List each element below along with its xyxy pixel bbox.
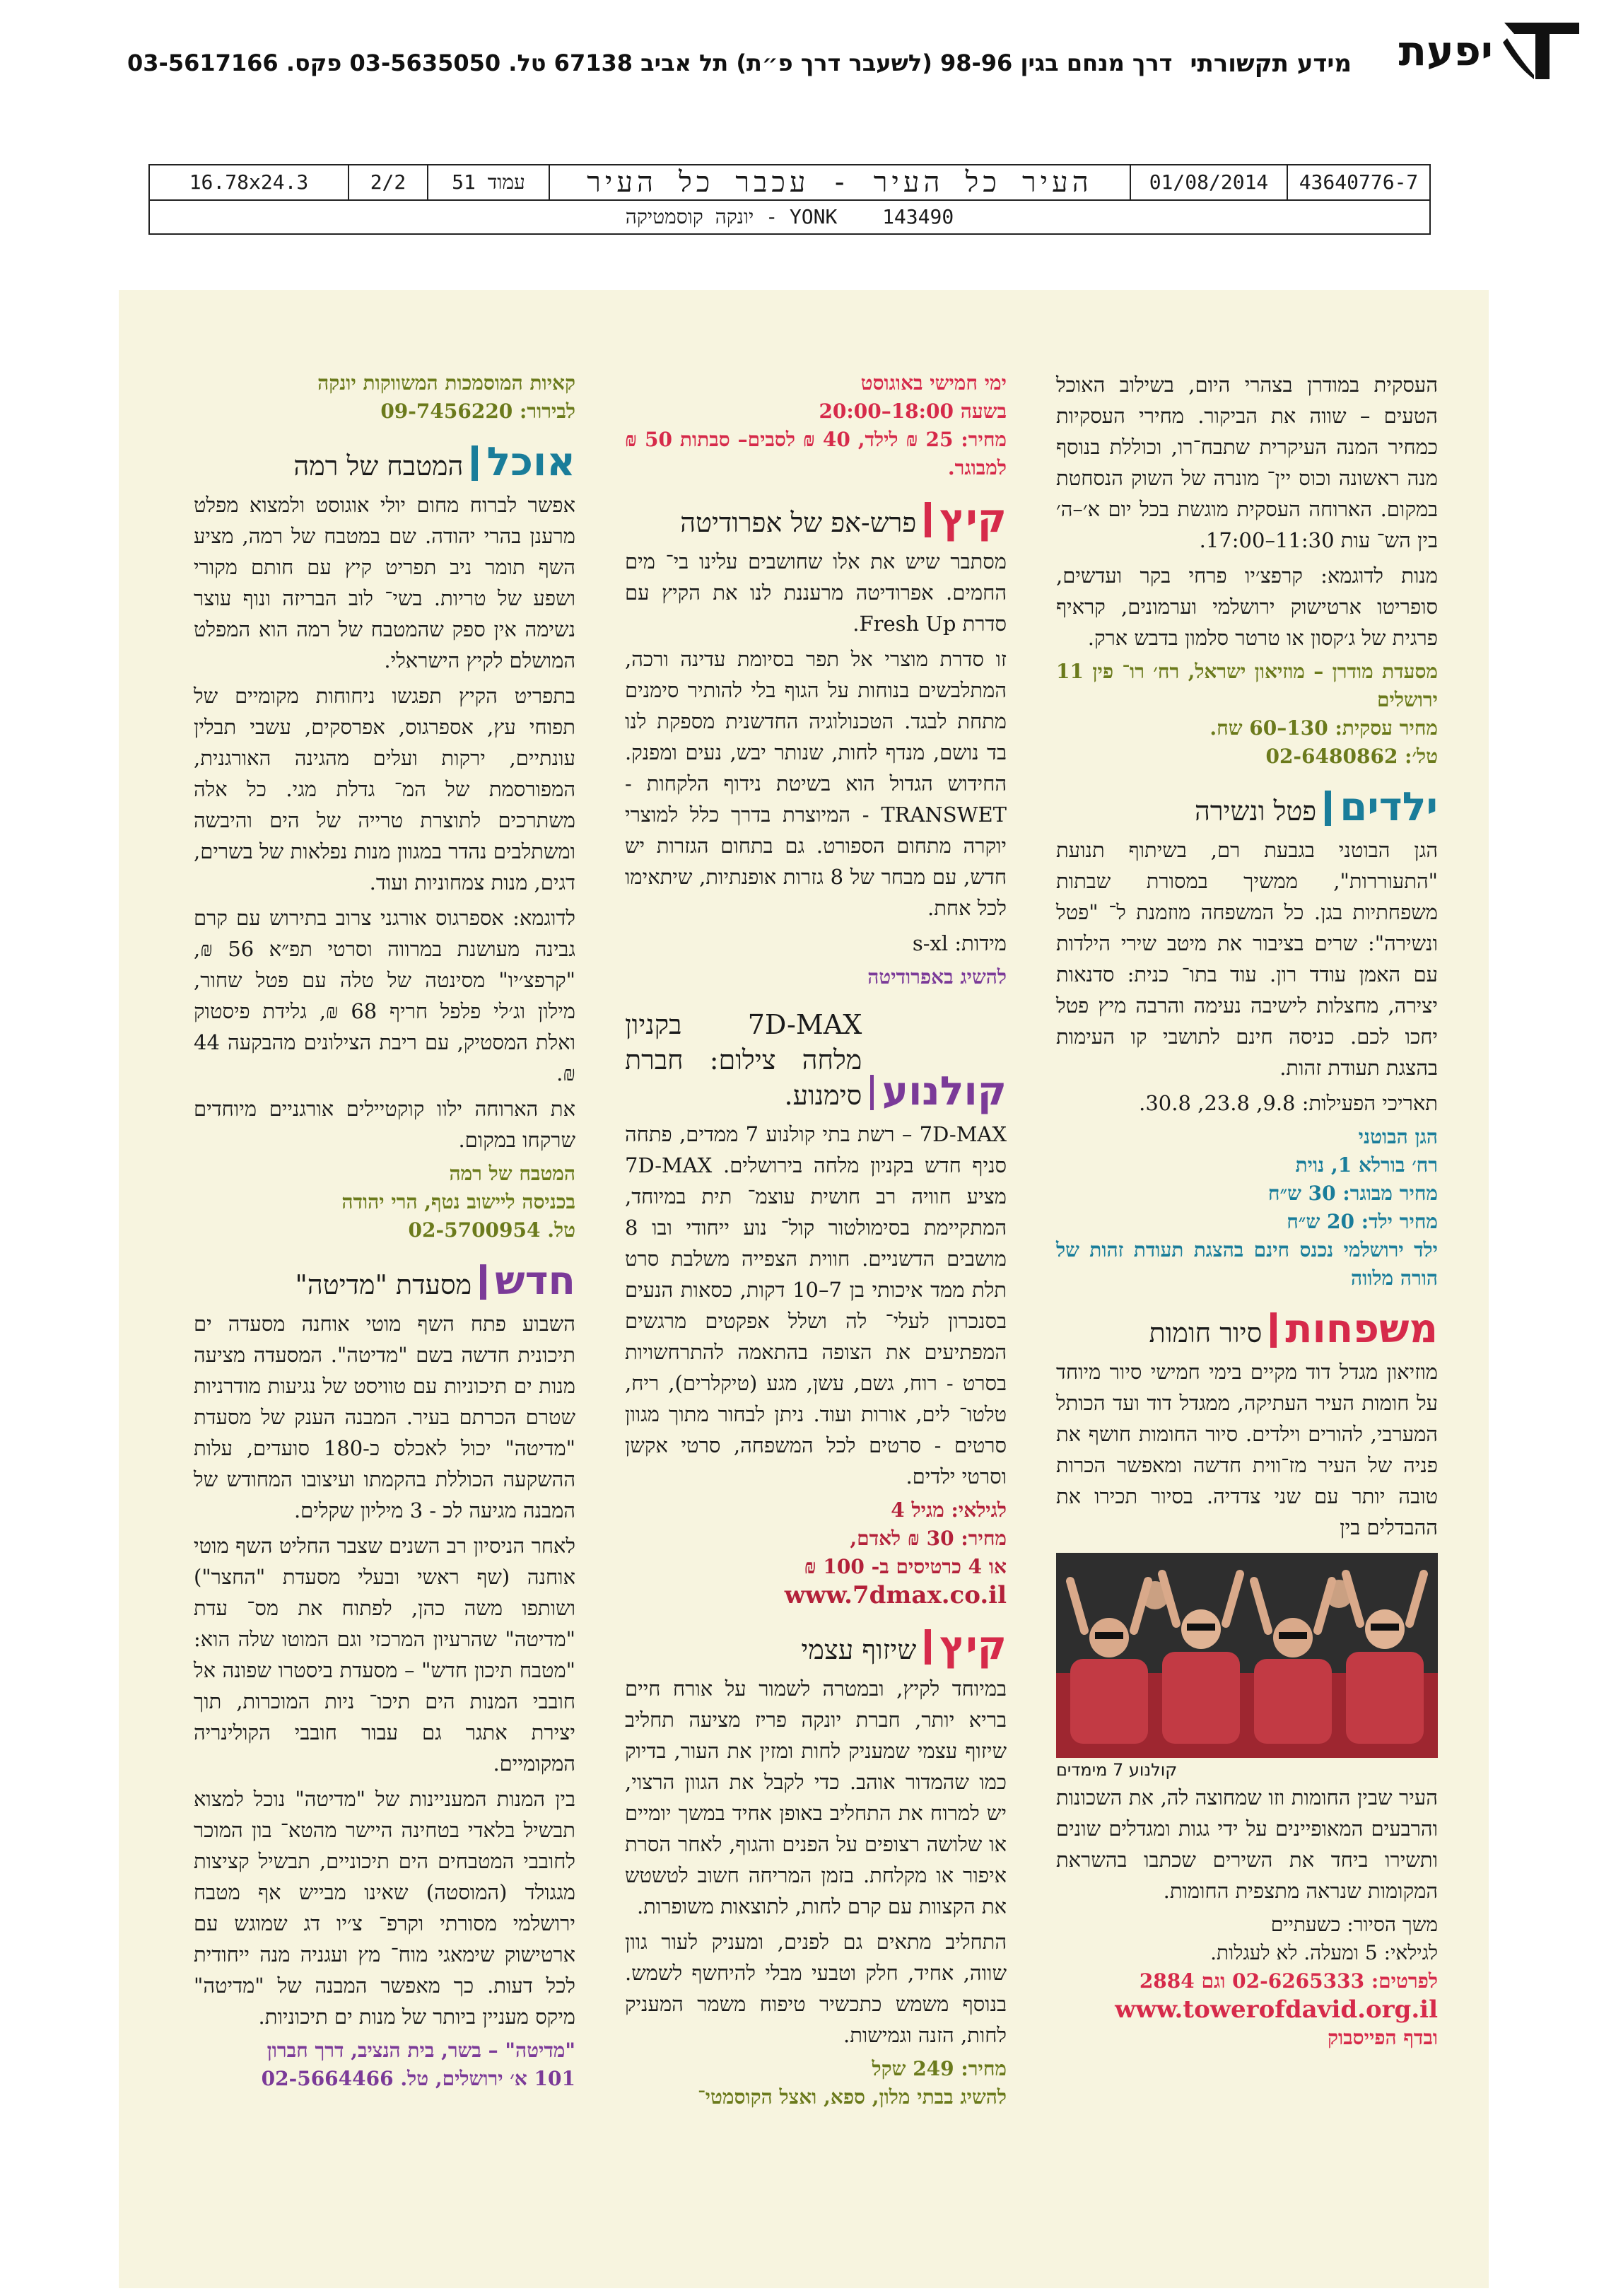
section-heading-summer-aphrodite (625, 498, 1007, 540)
section-title: מסעדת "מדיטה" (295, 1269, 472, 1300)
tour-phone: לפרטים: 02-6265333 וגם 2884 (1139, 1969, 1438, 1993)
clipping-metadata (148, 164, 1431, 235)
tanning-price: מחיר: 249 שקל (872, 2057, 1007, 2080)
section-heading-food (194, 441, 575, 484)
aphrodite-intro-text: מסתבר שיש את אלו שחושבים עלינו בי־ מים החמים. אפרודיטה מרעננת לנו את הקיץ עם סדרת Fresh Up. (625, 549, 1007, 636)
tour-facebook: ובדף הפייסבוק (1328, 2026, 1438, 2049)
garden-free-entry: ילד ירושלמי נכנס חינם בהצגת תעודת זהות של הורה מלווה (1056, 1238, 1438, 1290)
clip-date: 01/08/2014 (1130, 165, 1287, 199)
medita-history-text: לאחר הניסיון רב השנים שצבר החליט השף מוטי אוחנה (שף ראשי ובעלי מסעדת "החצר") ושותפו משה כהן, לפתוח את מס־ עדת "מדיטה" שהרעיון המרכזי וגם המוטו שלה הוא: "מטבח תיכון חדש" – מסעדת ביסטרו שפונה אל חובבי המנות הים תיכו־ ניות המוכרות, תוך יצירת אתגר גם עבור חובבי הקולינריה המקומיים. (194, 1534, 575, 1776)
category-bar (870, 1075, 873, 1110)
category-label: משפחות (1285, 1306, 1438, 1352)
page-number: עמוד 51 (427, 165, 549, 199)
rama-name: המטבח של רמה (449, 1162, 575, 1185)
rama-address: בכניסה ליישוב נטף, הרי יהודה (341, 1190, 575, 1213)
garden-dates-text: תאריכי הפעילות: 9.8, 23.8, 30.8. (1139, 1091, 1438, 1115)
garden-article-text: הגן הבוטני בגבעת רם, בשיתוף תנועת "התעוררות", ממשיך במסורת שבתות משפחתיות בגן. כל המשפחה מוזמנת ל־ "פטל ונשירה": שרים בציבור את מיטב שירי הילדות עם האמן עודד רון. עוד בתו־ כנית: סדנאות יצירה, מחצלות לישיבה נעימה והרבה מיץ פטל יחכו לכם. כניסה חינם לתושבי קו העימות בהצגת תעודת זהות. (1056, 838, 1438, 1080)
tour-duration: משך הסיור: כשעתיים (1270, 1913, 1438, 1936)
garden-name: הגן הבוטני (1358, 1125, 1438, 1148)
rama-cocktails-text: את הארוחה ילוו קוקטיילים אורגניים מיוחדים שרקחו במקום. (194, 1097, 575, 1152)
category-label: אוכל (486, 439, 575, 485)
client-code: YONK (789, 205, 838, 228)
section-heading-new (194, 1260, 575, 1303)
photo-caption: קולנוע 7 מימדים (1056, 1760, 1178, 1780)
column-middle (625, 369, 1007, 2111)
client-name: 143490 - יונקה קוסמטיקה (625, 205, 954, 228)
article-panel (119, 290, 1489, 2288)
category-label: קיץ (939, 496, 1007, 542)
column-left (194, 369, 575, 2093)
tanning-intro-text: במיוחד לקיץ, ובמטרה לשמור על אורח חיים בריא יותר, חברת יונקה פריז מציעה תחליב שיזוף עצמי שמעניק לחות ומזין את העור, בדיוק כמו שהמדור אוהב. כדי לקבל את הגוון הרצוי, יש למרוח את התחליב באופן אחיד במשך יומיים או שלושה רצופים על הפנים והגוף, לאחר הסרת איפור או מקלחת. בזמן המריחה חשוב לטשטש את הקצוות עם קרם לחות, לתוצאות משופרות. (625, 1677, 1007, 1918)
yonka-distributors: קאיות המוסמכות המשווקות יונקה (317, 371, 575, 395)
category-label: קיץ (939, 1623, 1007, 1669)
section-title: המטבח של רמה (293, 450, 464, 482)
clip-id: 43640776-7 (1287, 165, 1429, 199)
category-label: חדש (495, 1258, 575, 1304)
tour-prices: מחיר: 25 ₪ לילד, 40 ₪ לסבים– סבתות 50 ₪ למבוגר. (625, 428, 1007, 479)
rama-examples-text: לדוגמא: אספרגוס אורגני צרוב בתירוש עם קרם גבינה מעושנת במרווה וסרטי תפ״א 56 ₪, "קרפצ׳יו" מסינטה של טלה עם פטל שחור, מילון וג׳לי פלפל חריף 68 ₪, גלידת פיסטוק ואלת המסטיק, עם ריבת הצילונים מהבקעה 44 ₪. (194, 906, 575, 1085)
section-heading-kids (1056, 786, 1438, 829)
aphrodite-where: להשיג באפרודיטה (867, 965, 1007, 989)
cinema-article-text: 7D-MAX – רשת בתי קולנוע 7 ממדים, פתחה סניף חדש בקניון מלחה בירושלים. 7D-MAX מציע חוויה רב חושית עוצמ־ תית במיוחד, המתקיימת בסימולטור קול־ נוע ייחודי ובו 8 מושבים הדשניים. חווית הצפייה משלבת סרט תלת ממד איכותי בן 7–10 דקות, כסאות הנעים בסנכרון לעלי־ לה ושלל אפקטים מרגשים המפתיעים את הצופה בהתאמה להתרחשויות בסרט - רוח, גשם, עשן, מגע (טיקלרים), ריח, טלטו־ לים, אורות ועוד. ניתן לבחור מתוך מגוון סרטים - סרטים לכל המשפחה, סרטי אקשן וסרטי ילדים. (625, 1122, 1007, 1488)
aphrodite-sizes: מידות: s-xl (912, 931, 1007, 955)
aphrodite-details-text: זו סדרת מוצרי אל תפר בסיומת עדינה ורכה, המתלבשים בנוחות על הגוף בלי להותיר סימנים מתחת לבגד. הטכנולוגיה החדשנית מספקת לנו בד נושם, מנדף לחות, שנותר יבש, נעים ומפנק. החידוש הגדול הוא בשיטת נידוף הלקחות - TRANSWET - המיוצרת בדרך כלל למוצרי יוקרה מתחום הספורט. גם בתחום הגזרות יש חדש, עם מבחר של 8 גזרות אופנתיות, שיתאימו לכל אחת. (625, 647, 1007, 920)
category-bar (480, 1264, 486, 1300)
section-title: שיזוף עצמי (801, 1634, 917, 1665)
brand-name: יפעת (1398, 27, 1493, 75)
cinema-website[interactable]: www.7dmax.co.il (784, 1581, 1007, 1609)
section-title: 7D-MAX בקניון מלחה צילום: חברת סימנוע. (625, 1009, 862, 1111)
page-count: 2/2 (348, 165, 427, 199)
section-title: פטל ונשירה (1195, 796, 1317, 827)
cinema-bundle-price: או 4 כרטיסים ב- 100 ₪ (804, 1555, 1007, 1578)
garden-child-price: מחיר ילד: 20 ש״ח (1287, 1210, 1438, 1233)
tanning-where: להשיג בבתי מלון, ספא, ואצל הקוסמטי־ (697, 2085, 1007, 2109)
cinema-price: מחיר: 30 ₪ לאדם, (850, 1527, 1007, 1550)
metadata-row-client (150, 201, 1429, 233)
modern-price: מחיר עסקית: 130–60 שח. (1210, 716, 1438, 740)
company-address: דרך מנחם בגין 98-96 (לשעבר דרך פ״ת) תל אביב 67138 טל. 03-5635050 פקס. 03-5617166 (127, 49, 1173, 76)
yifat-logo-icon (1500, 18, 1585, 81)
clip-size: 16.78x24.3 (189, 170, 309, 194)
brand-subtitle: מידע תקשורתי (1190, 49, 1352, 78)
medita-address: "מדיטה" – בשר, בית הנציב, דרך חברון (266, 2039, 575, 2062)
walls-tour-text-cont: העיר שבין החומות וזו שמחוצה לה, את השכונות והרבעים המאופיינים על ידי גגות ומגדלים שונים ותשירו ביחד את השירים שכתבו בהשראת המקומות שנראה מתצפית החומות. (1056, 1785, 1438, 1903)
medita-phone: 101 א׳ ירושלים, טל. 02-5664466 (261, 2067, 575, 2090)
tour-hours: בשעה 18:00–20:00 (819, 400, 1007, 423)
section-title: סיור חומות (1149, 1317, 1263, 1348)
modern-examples-text: מנות לדוגמא: קרפצ׳יו פרחי בקר ועדשים, סופריטו ארטישוק ירושלמי וערמונים, קראיף פרגית של ג׳קסון או טרטר סלמון בדבש ארק. (1056, 564, 1438, 650)
cinema-photo (1056, 1553, 1438, 1758)
category-label: ילדים (1340, 784, 1438, 830)
garden-address: רח׳ בורלא 1, נוית (1295, 1153, 1438, 1177)
category-bar (1325, 791, 1331, 826)
tanning-details-text: התחליב מתאים גם לפנים, ומעניק לעור גוון שווה, אחיד, חלק וטבעי מבלי להיחשף לשמש. בנוסף משמש כתכשיר טיפוח משמר המעניק לחות, הזנה וגמישות. (625, 1930, 1007, 2047)
tour-days: ימי חמישי באוגוסט (860, 371, 1007, 395)
metadata-row-main (150, 165, 1429, 201)
rama-menu-text: בתפריט הקיץ תפגשו ניחוחות מקומיים של תפוחי עץ, אספרגוס, אפרסקים, עשבי תבלין עונתיים, ירקות ועלים מהגינה האורגנית, המפורסמת של המ־ גדלת מגי. כל אלה משתרכים לתוצרת טרייה של הים והיבשה ומשתלבים נהדר במגוון מנות נפלאות של בשרים, דגים, מנות צמחוניות ועוד. (194, 684, 575, 894)
tour-ages: לגילאי: 5 ומעלה. לא לעגלות. (1210, 1941, 1438, 1964)
walls-tour-text: מוזיאון מגדל דוד מקיים בימי חמישי סיור מיוחד על חומות העיר העתיקה, ממגדל דוד ועד הכותל המערבי, להורים וילדים. סיור החומות חושף את פניה של העיר מז־ווית חדשה ומאפשר הכרות טובה יותר עם שני צדדיה. בסיור תכירו את ההבדלים בין (1056, 1360, 1438, 1539)
section-heading-families (1056, 1308, 1438, 1351)
category-label: קולנוע (882, 1068, 1007, 1114)
section-heading-cinema (625, 1007, 1007, 1113)
category-bar (1270, 1312, 1277, 1348)
category-bar (925, 1629, 931, 1665)
page-header (0, 13, 1599, 83)
column-right (1056, 369, 1438, 2052)
rama-intro-text: אפשר לברוח מחום יולי אוגוסט ולמצוא מפלט מרענן בהרי יהודה. שם במטבח של רמה, מציע השף תומר ניב תפריט קיץ עם חותם מקורי ושפע של טריות. בשי־ לוב הבריזה ונוף עוצר נשימה אין ספק שהמטבח של רמה הוא המפלט המושלם לקיץ הישראלי. (194, 493, 575, 672)
modern-phone: טל׳: 02-6480862 (1265, 745, 1438, 768)
medita-intro-text: השבוע פתח השף מוטי אוחנה מסעדה ים תיכונית חדשה בשם "מדיטה". המסעדה מציעה מנות ים תיכוניות עם טוויסט של נגיעות מודרניות שטרם הכרתם בעיר. המבנה הענק של מסעדת "מדיטה" יכול לאכלס כ-180 סועדים, עלות ההשקעה הכוללת בהקמתו ועיצובו המחודש של המבנה מגיעה לכ - 3 מיליון שקלים. (194, 1312, 575, 1522)
modern-intro-text: העסקית במודרן בצהרי היום, בשילוב האוכל הטעים – שווה את הביקור. מחירי העסקיות כמחיר המנה העיקרית שתבח־רו, וכוללת בנוסף מנה ראשונה וכוס יין־ מונרה של השוק הנסחטת במקום. הארוחה העסקית מוגשת בכל יום א׳–ה׳ בין הש־ עות 11:30–17:00. (1056, 373, 1438, 552)
category-bar (472, 445, 478, 481)
section-heading-summer-tanning (625, 1625, 1007, 1667)
modern-location: מסעדת מודרן – מוזיאון ישראל, רח׳ רו־ פין 11 ירושלים (1056, 660, 1438, 711)
rama-phone: טל. 02-5700954 (408, 1218, 575, 1242)
tour-website[interactable]: www.towerofdavid.org.il (1115, 1995, 1438, 2024)
medita-dishes-text: בין המנות המעניינות של "מדיטה" נוכל למצוא תבשיל בלאדי בטחינה היישר מהטא־ בון המוכר לחובבי המטבחים הים תיכוניים, תבשיל קציצות מגגולד (המוסטה) שאינו מבייש אף מטבח ירושלמי מסורתי וקרפ־ צ׳יו דג שמוגש עם ארטישוק שימאגי מוח־ מץ ועגניה מנה ייחודית לכל דעות. כך מאפשר המבנה של "מדיטה" מיקס מעניין ביותר של מנות ים תיכוניות. (194, 1787, 575, 2029)
publication-name: העיר כל העיר - עכבר כל העיר (549, 165, 1130, 199)
yonka-phone: לבירור: 09-7456220 (380, 400, 575, 423)
category-bar (925, 502, 931, 537)
cinema-ages: לגילאי: מגיל 4 (891, 1498, 1007, 1522)
section-title: פרש-אפ של אפרודיטה (680, 507, 917, 538)
cinema-audience-image (1056, 1553, 1438, 1758)
garden-adult-price: מחיר מבוגר: 30 ש״ח (1267, 1182, 1438, 1205)
